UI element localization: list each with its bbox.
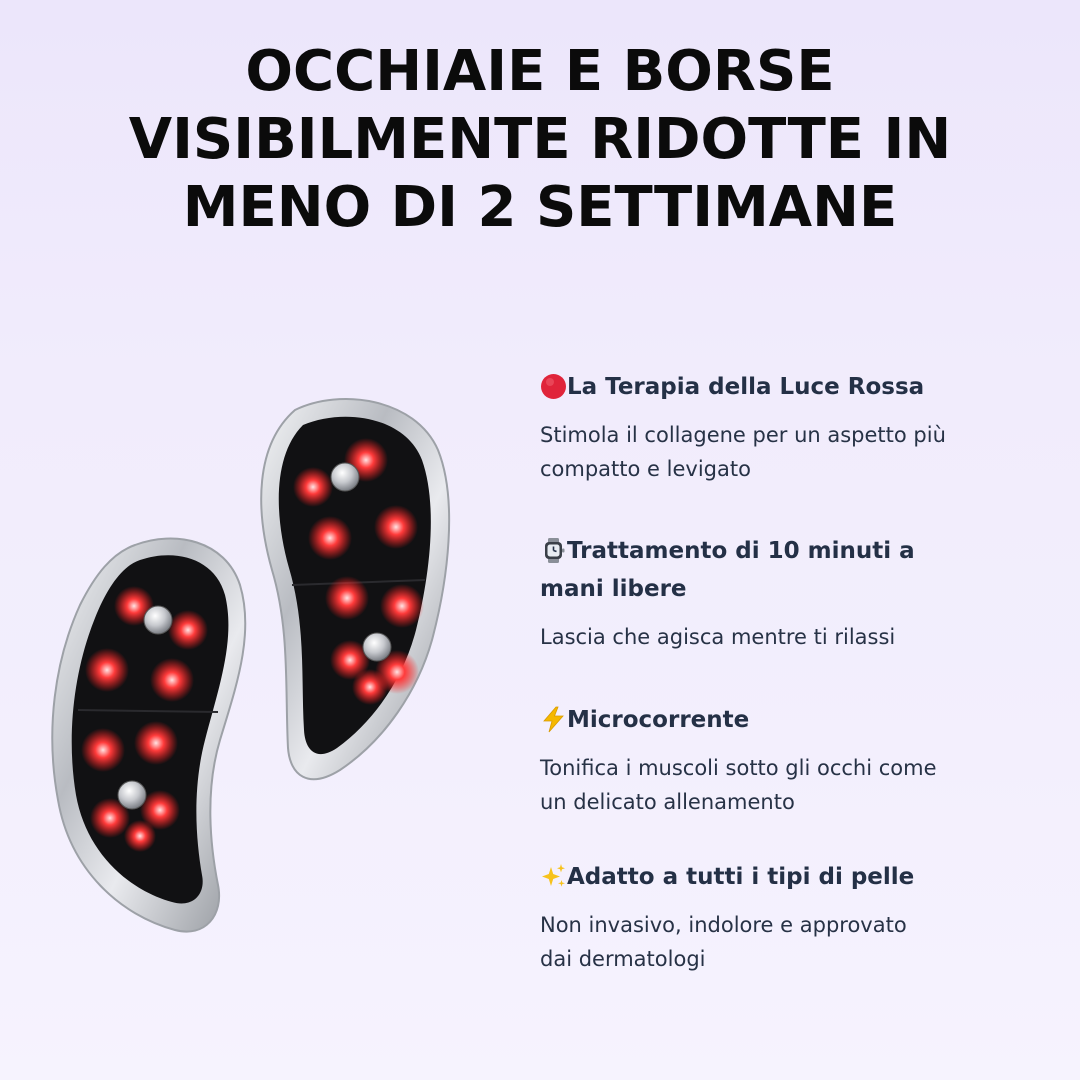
feature-description <box>540 620 1010 654</box>
feature-title <box>540 858 1050 896</box>
feature-microcurrent <box>540 701 1050 819</box>
feature-title-line: mani libere <box>540 576 687 602</box>
feature-title <box>540 701 1050 739</box>
product-image <box>40 390 470 950</box>
feature-title-text <box>540 532 915 608</box>
feature-description <box>540 751 1010 819</box>
headline <box>40 38 1040 242</box>
feature-description-line: compatto e levigato <box>540 457 751 481</box>
watch-icon <box>540 537 567 564</box>
left-eye-pad <box>52 538 245 931</box>
feature-title-line: Trattamento di 10 minuti a <box>567 538 915 564</box>
feature-description <box>540 418 1010 486</box>
feature-description <box>540 908 1010 976</box>
lightning-icon <box>540 706 567 733</box>
right-eye-pad <box>261 399 449 779</box>
feature-description-line: Non invasivo, indolore e approvato <box>540 913 907 937</box>
feature-title-text: Adatto a tutti i tipi di pelle <box>567 864 915 890</box>
headline-line-3: MENO DI 2 SETTIMANE <box>182 175 898 240</box>
feature-title-text: Microcorrente <box>567 707 750 733</box>
feature-description-line: Stimola il collagene per un aspetto più <box>540 423 946 447</box>
feature-title-text: La Terapia della Luce Rossa <box>567 374 925 400</box>
feature-description-line: Lascia che agisca mentre ti rilassi <box>540 625 896 649</box>
headline-line-2: VISIBILMENTE RIDOTTE IN <box>128 107 952 172</box>
sparkles-icon <box>540 863 567 890</box>
feature-title <box>540 532 1050 608</box>
feature-hands-free <box>540 532 1050 654</box>
headline-line-1: OCCHIAIE E BORSE <box>245 39 835 104</box>
eye-massager-device-icon <box>40 390 470 950</box>
feature-description-line: Tonifica i muscoli sotto gli occhi come <box>540 756 937 780</box>
feature-description-line: un delicato allenamento <box>540 790 795 814</box>
red-circle-icon <box>540 373 567 400</box>
feature-red-light <box>540 368 1050 486</box>
feature-title <box>540 368 1050 406</box>
feature-all-skin-types <box>540 858 1050 976</box>
feature-description-line: dai dermatologi <box>540 947 706 971</box>
